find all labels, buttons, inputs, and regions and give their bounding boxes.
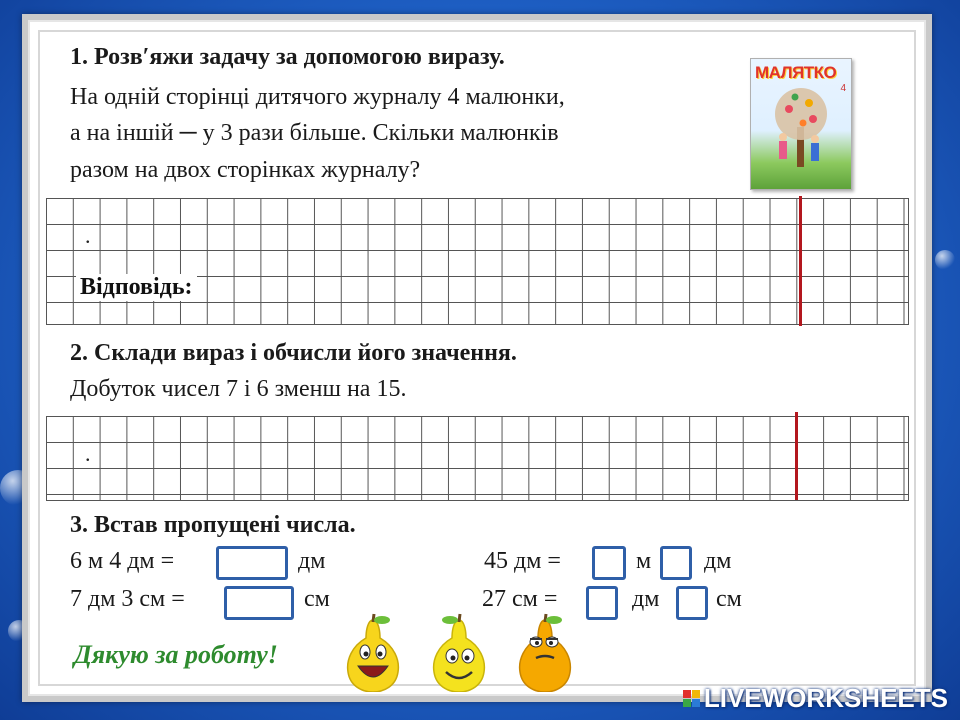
task3-row1-left-input[interactable] xyxy=(216,546,288,580)
decorative-bubble xyxy=(935,250,955,270)
liveworksheets-logo xyxy=(683,683,948,714)
task3-row2-left-text: 7 дм 3 см = xyxy=(70,586,185,612)
task3-row1-right-unit-dm: дм xyxy=(704,548,732,574)
task2-margin-line xyxy=(795,412,798,500)
magazine-title: МАЛЯТКО xyxy=(755,63,837,82)
task2-title: 2. Склади вираз і обчисли його значення. xyxy=(70,340,517,366)
task3-row1-right-unit-m: м xyxy=(636,548,652,574)
task3-row2-right-input-cm[interactable] xyxy=(676,586,708,620)
task3-row1-left-text: 6 м 4 дм = xyxy=(70,548,175,574)
task1-margin-line xyxy=(799,196,802,326)
task3-row1-right-text: 45 дм = xyxy=(484,548,561,574)
task3-row2-right-unit-dm: дм xyxy=(632,586,660,612)
task3-row1-right-input-dm[interactable] xyxy=(660,546,692,580)
task1-line-3: разом на двох сторінках журналу? xyxy=(70,157,421,183)
liveworksheets-logo-icon xyxy=(683,690,700,707)
task3-title: 3. Встав пропущені числа. xyxy=(70,512,356,538)
magazine-cover-image xyxy=(750,58,852,190)
pear-smiling-icon xyxy=(424,612,494,692)
task3-row2-left-input[interactable] xyxy=(224,586,294,620)
task1-line-1: На одній сторінці дитячого журналу 4 малюнки, xyxy=(70,84,565,110)
pear-laughing-icon xyxy=(338,612,408,692)
task3-row2-right-input-dm[interactable] xyxy=(586,586,618,620)
pear-grumpy-icon xyxy=(510,612,580,692)
task3-row1-right-input-m[interactable] xyxy=(592,546,626,580)
task1-line-2: а на іншій ─ у 3 рази більше. Скільки малюнків xyxy=(70,120,559,146)
task3-row2-right-text: 27 см = xyxy=(482,586,558,612)
task1-answer-label: Відповідь: xyxy=(76,274,197,301)
task1-answer-grid[interactable] xyxy=(46,198,909,325)
tree-illustration-icon xyxy=(751,59,851,189)
task2-answer-grid[interactable] xyxy=(46,416,909,501)
thanks-text: Дякую за роботу! xyxy=(74,640,278,669)
magazine-number: 4 xyxy=(840,83,846,94)
task2-dot: . xyxy=(85,441,91,466)
task2-line: Добуток чисел 7 і 6 зменш на 15. xyxy=(70,376,407,402)
task3-row2-right-unit-cm: см xyxy=(716,586,742,612)
task1-dot: . xyxy=(85,223,91,248)
task1-title: 1. Розв′яжи задачу за допомогою виразу. xyxy=(70,44,505,70)
liveworksheets-brand-text: LIVEWORKSHEETS xyxy=(703,683,948,713)
task3-row1-left-unit: дм xyxy=(298,548,326,574)
task3-row2-left-unit: см xyxy=(304,586,330,612)
